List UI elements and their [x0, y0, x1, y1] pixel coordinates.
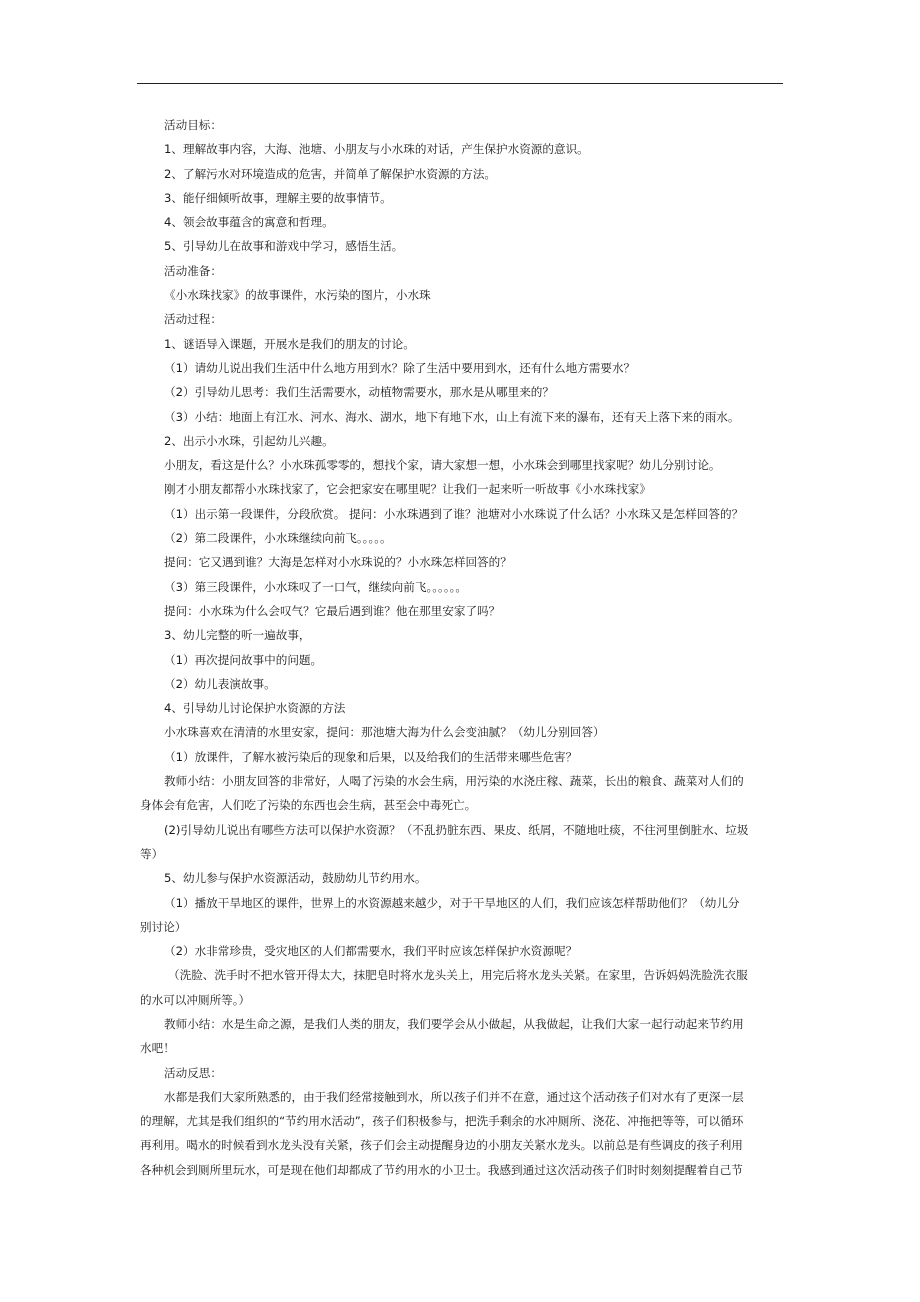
text-line: 教师小结：水是生命之源，是我们人类的朋友，我们要学会从小做起，从我做起，让我们大家一起行动起来节约用 — [164, 1016, 744, 1031]
text-line: 小朋友，看这是什么？小水珠孤零零的，想找个家，请大家想一想，小水珠会到哪里找家呢？幼儿分别讨论。 — [164, 458, 721, 473]
text-line: 水都是我们大家所熟悉的，由于我们经常接触到水，所以孩子们并不在意，通过这个活动孩子们对水有了更深一层 — [164, 1089, 744, 1104]
text-line: （2）水非常珍贵，受灾地区的人们都需要水，我们平时应该怎样保护水资源呢？ — [164, 944, 578, 959]
text-line: （1）出示第一段课件，分段欣赏。 提问：小水珠遇到了谁？池塘对小水珠说了什么话？小水珠又是怎样回答的？ — [164, 506, 744, 521]
text-line: （1）播放干旱地区的课件，世界上的水资源越来越少，对于干旱地区的人们，我们应该怎样帮助他们？（幼儿分 — [164, 895, 740, 910]
text-line: 3、能仔细倾听故事，理解主要的故事情节。 — [164, 190, 392, 205]
text-line: （2）幼儿表演故事。 — [164, 676, 276, 691]
text-line: 活动准备： — [164, 263, 222, 278]
text-line: 活动反思： — [164, 1065, 222, 1080]
text-line: 身体会有危害，人们吃了污染的东西也会生病，甚至会中毒死亡。 — [140, 798, 477, 813]
text-line: （2）第二段课件，小水珠继续向前飞。。。。。 — [164, 531, 392, 546]
text-line: 2、了解污水对环境造成的危害，并简单了解保护水资源的方法。 — [164, 166, 497, 181]
text-line: 1、理解故事内容，大海、池塘、小朋友与小水珠的对话，产生保护水资源的意识。 — [164, 142, 589, 157]
text-line: 提问：它又遇到谁？大海是怎样对小水珠说的？小水珠怎样回答的？ — [164, 555, 512, 570]
text-line: （1）放课件，了解水被污染后的现象和后果，以及给我们的生活带来哪些危害？ — [164, 749, 578, 764]
text-line: （3）小结：地面上有江水、河水、海水、湖水，地下有地下水，山上有流下来的瀑布，还有天上落下来的雨水。 — [164, 409, 740, 424]
text-line: （1）请幼儿说出我们生活中什么地方用到水？除了生活中要用到水，还有什么地方需要水？ — [164, 360, 636, 375]
text-line: (2)引导幼儿说出有哪些方法可以保护水资源？（不乱扔脏东西、果皮、纸屑，不随地吐痰，不往河里倒脏水、垃圾 — [164, 822, 749, 837]
text-line: 1、谜语导入课题，开展水是我们的朋友的讨论。 — [164, 336, 415, 351]
text-line: 《小水珠找家》的故事课件，水污染的图片，小水珠 — [164, 288, 431, 303]
text-line: 水吧！ — [140, 1041, 175, 1056]
text-line: （1）再次提问故事中的问题。 — [164, 652, 323, 667]
text-line: 5、引导幼儿在故事和游戏中学习，感悟生活。 — [164, 239, 404, 254]
text-line: （2）引导幼儿思考：我们生活需要水，动植物需要水，那水是从哪里来的？ — [164, 385, 554, 400]
text-line: 4、领会故事蕴含的寓意和哲理。 — [164, 215, 334, 230]
text-line: 等） — [140, 846, 164, 861]
text-line: 4、引导幼儿讨论保护水资源的方法 — [164, 701, 346, 716]
text-line: 刚才小朋友都帮小水珠找家了，它会把家安在哪里呢？让我们一起来听一听故事《小水珠找家》 — [164, 482, 651, 497]
text-line: 活动过程： — [164, 312, 222, 327]
text-line: 的水可以冲厕所等。） — [140, 992, 251, 1007]
text-line: 3、幼儿完整的听一遍故事， — [164, 628, 311, 643]
document-body — [140, 113, 785, 1182]
text-line: 的理解，尤其是我们组织的“节约用水活动”，孩子们积极参与，把洗手剩余的水冲厕所、浇花、冲拖把等等，可以循环 — [140, 1114, 744, 1129]
text-line: （3）第三段课件，小水珠叹了一口气，继续向前飞。。。。。。 — [164, 579, 468, 594]
text-line: 小水珠喜欢在清清的水里安家，提问：那池塘大海为什么会变油腻？（幼儿分别回答） — [164, 725, 605, 740]
text-line: 教师小结：小朋友回答的非常好，人喝了污染的水会生病，用污染的水浇庄稼、蔬菜，长出的粮食、蔬菜对人们的 — [164, 774, 744, 789]
text-line: 再利用。喝水的时候看到水龙头没有关紧，孩子们会主动提醒身边的小朋友关紧水龙头。以前总是有些调皮的孩子利用 — [140, 1138, 743, 1153]
text-line: 2、出示小水珠，引起幼儿兴趣。 — [164, 433, 334, 448]
header-rule — [137, 83, 783, 84]
text-line: 提问：小水珠为什么会叹气？它最后遇到谁？他在那里安家了吗？ — [164, 603, 501, 618]
text-line: 各种机会到厕所里玩水，可是现在他们却都成了节约用水的小卫士。我感到通过这次活动孩子们时时刻刻提醒着自己节 — [140, 1162, 743, 1177]
text-line: （洗脸、洗手时不把水管开得太大，抹肥皂时将水龙头关上，用完后将水龙头关紧。在家里，告诉妈妈洗脸洗衣服 — [168, 968, 748, 983]
text-line: 别讨论） — [140, 919, 187, 934]
text-line: 活动目标： — [164, 118, 222, 132]
text-line: 5、幼儿参与保护水资源活动，鼓励幼儿节约用水。 — [164, 871, 427, 886]
